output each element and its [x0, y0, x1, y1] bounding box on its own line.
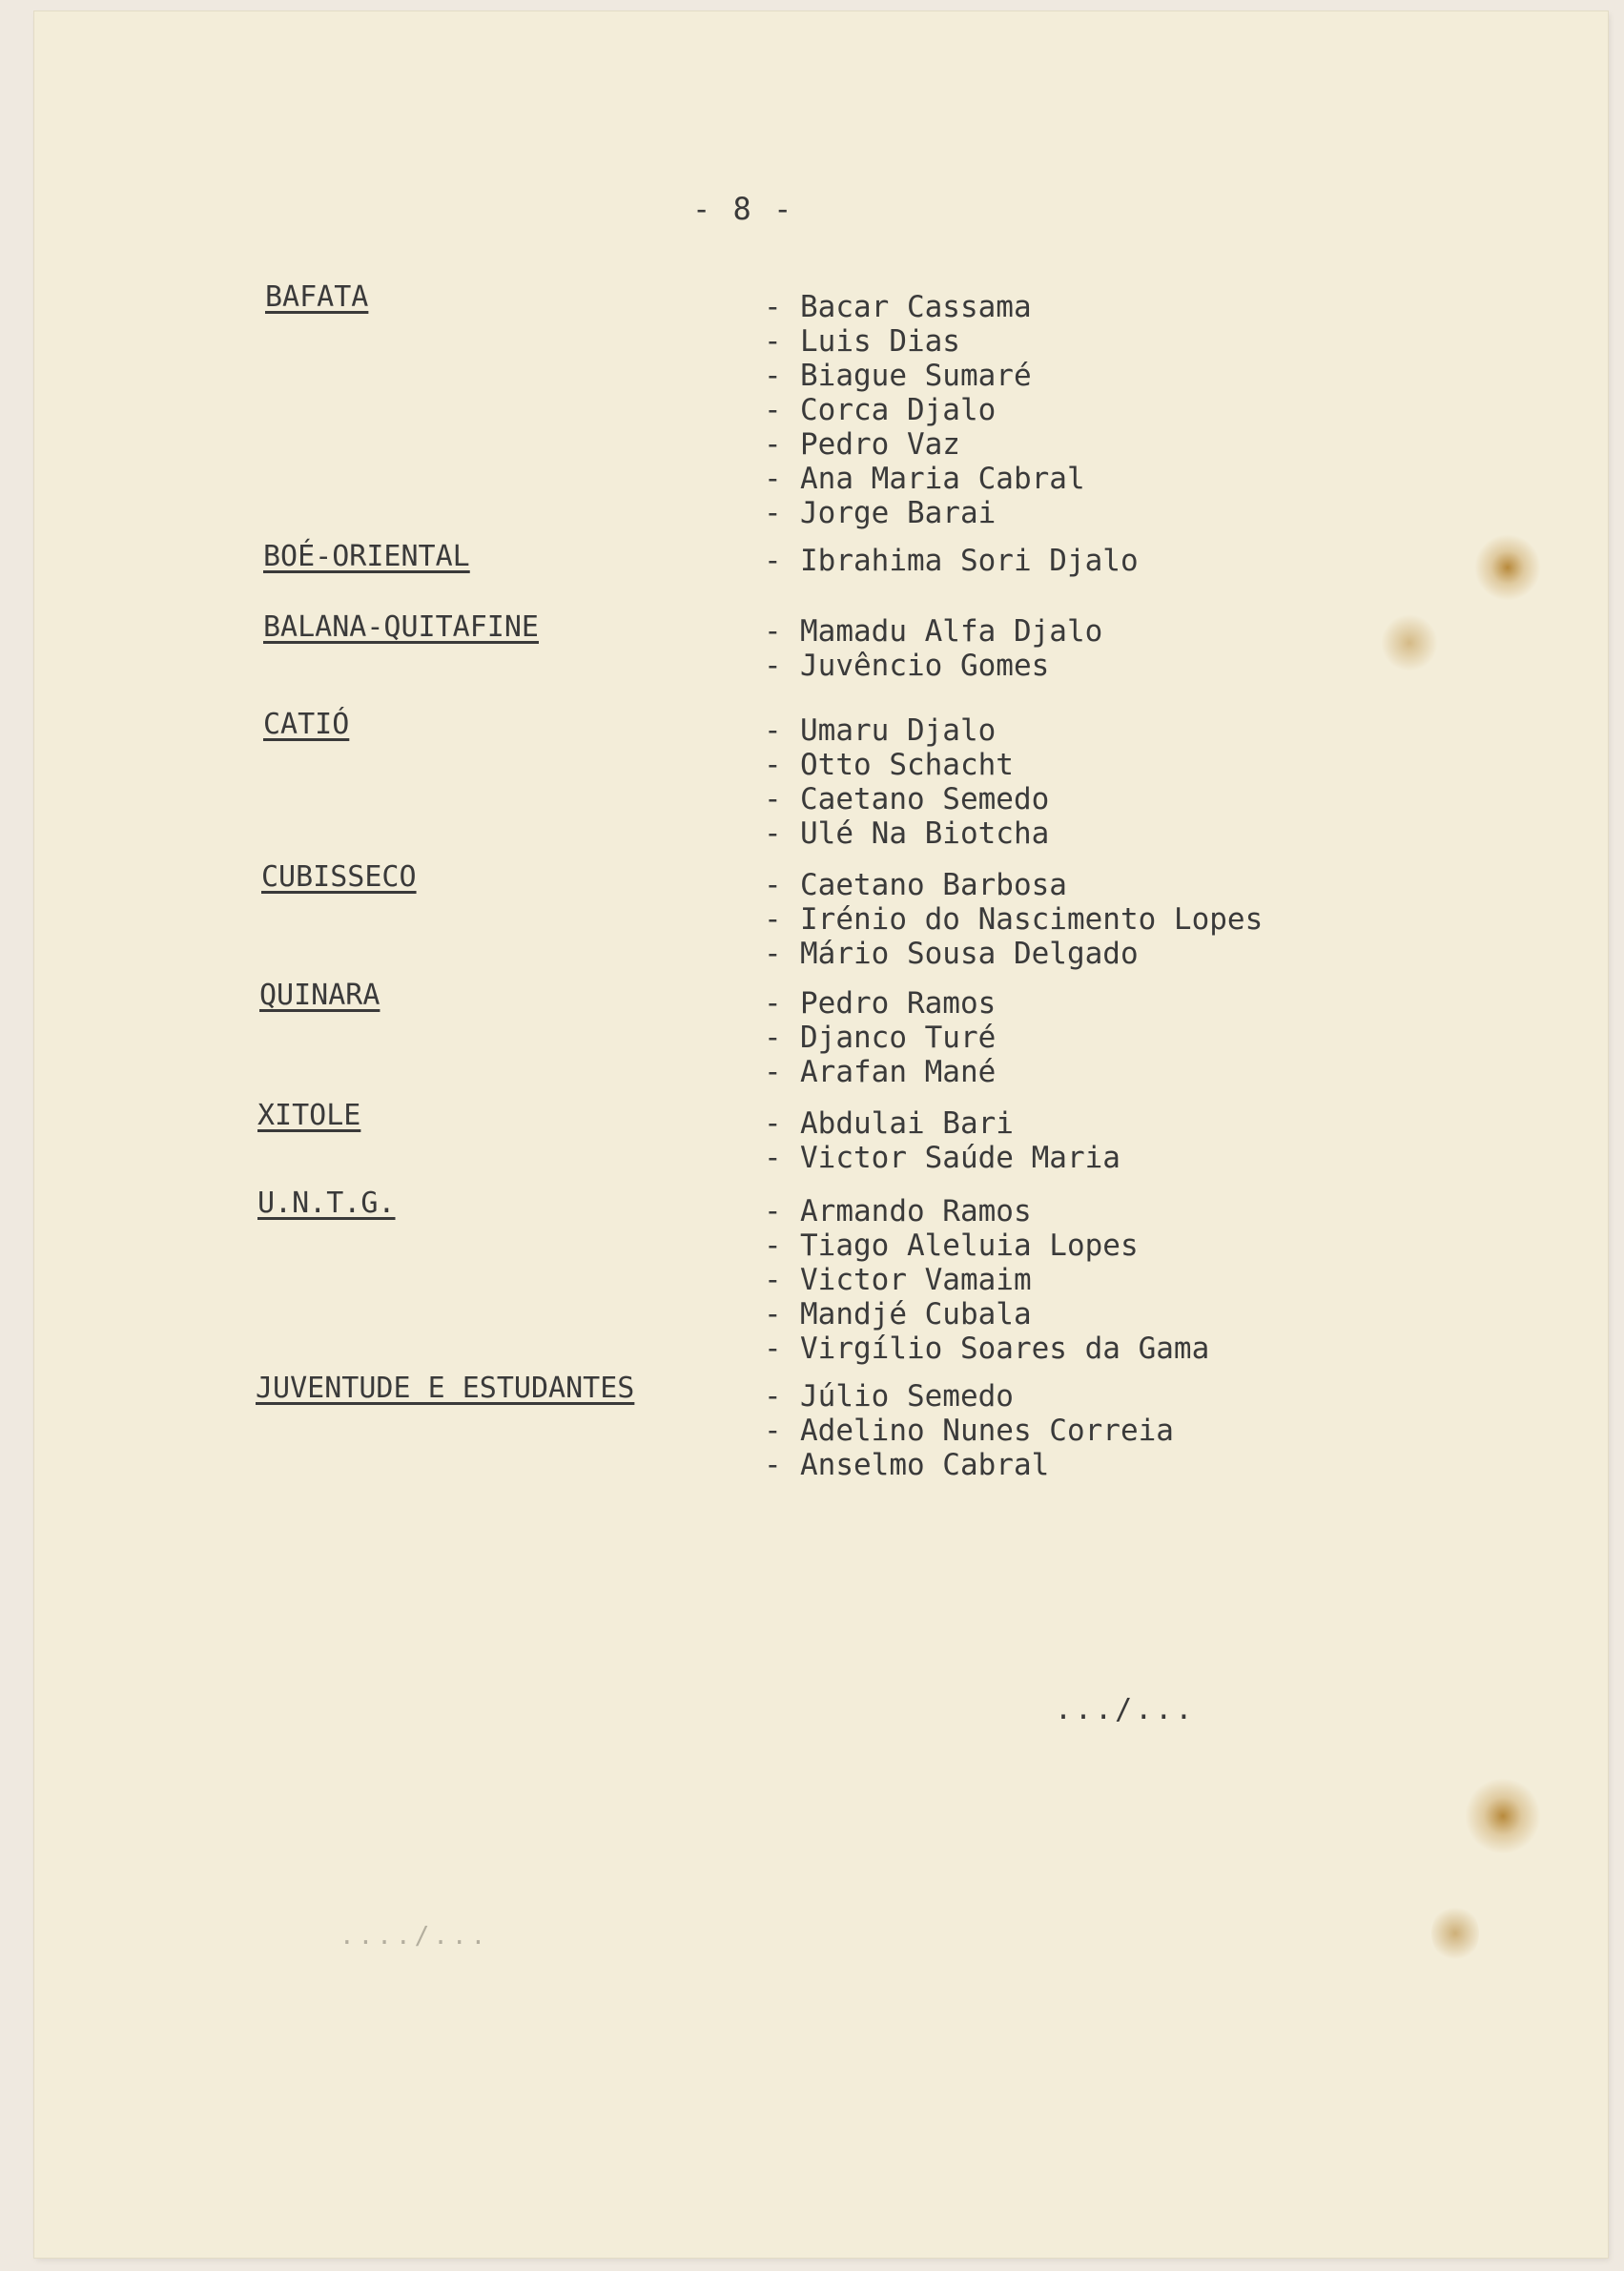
- delegate-name-text: Júlio Semedo: [800, 1379, 1014, 1414]
- delegate-name-text: Ibrahima Sori Djalo: [800, 544, 1139, 578]
- section-heading: BALANA-QUITAFINE: [263, 610, 539, 644]
- delegate-name-text: Victor Saúde Maria: [800, 1141, 1120, 1175]
- delegate-name-text: Jorge Barai: [800, 496, 997, 530]
- list-dash: -: [764, 1332, 782, 1366]
- list-dash: -: [764, 1228, 782, 1263]
- foxing-stain: [1381, 614, 1438, 671]
- delegate-name: [764, 1448, 1049, 1482]
- list-dash: -: [764, 1263, 782, 1297]
- list-dash: -: [764, 816, 782, 851]
- delegate-name: [764, 1055, 996, 1089]
- delegate-name: [764, 868, 1067, 902]
- delegate-name: [764, 324, 960, 359]
- delegate-name: [764, 1141, 1120, 1175]
- list-dash: -: [764, 1448, 782, 1482]
- list-dash: -: [764, 902, 782, 937]
- list-dash: -: [764, 359, 782, 393]
- delegate-name: [764, 290, 1032, 324]
- list-dash: -: [764, 496, 782, 530]
- delegate-name: [764, 748, 1014, 782]
- list-dash: -: [764, 986, 782, 1021]
- list-dash: -: [764, 1021, 782, 1055]
- delegate-name: [764, 713, 996, 748]
- delegate-name: [764, 427, 960, 462]
- delegate-name-text: Adelino Nunes Correia: [800, 1414, 1174, 1448]
- section-heading: CATIÓ: [263, 708, 350, 741]
- delegate-name-text: Luis Dias: [800, 324, 960, 359]
- delegate-name: [764, 782, 1049, 816]
- section-heading: U.N.T.G.: [257, 1187, 396, 1220]
- delegate-name-text: Tiago Aleluia Lopes: [800, 1228, 1139, 1263]
- foxing-stain: [1465, 1778, 1541, 1854]
- list-dash: -: [764, 782, 782, 816]
- delegate-name: [764, 462, 1085, 496]
- delegate-name: [764, 1263, 1032, 1297]
- delegate-name: [764, 1228, 1139, 1263]
- list-dash: -: [764, 462, 782, 496]
- section-heading: QUINARA: [259, 979, 380, 1012]
- list-dash: -: [764, 324, 782, 359]
- delegate-name: [764, 1379, 1014, 1414]
- list-dash: -: [764, 1379, 782, 1414]
- delegate-name: [764, 1106, 1014, 1141]
- delegate-name-text: Biague Sumaré: [800, 359, 1032, 393]
- delegate-name-text: Irénio do Nascimento Lopes: [800, 902, 1264, 937]
- section-heading: BOÉ-ORIENTAL: [263, 540, 470, 573]
- delegate-name-text: Anselmo Cabral: [800, 1448, 1050, 1482]
- list-dash: -: [764, 1055, 782, 1089]
- list-dash: -: [764, 427, 782, 462]
- delegate-name-text: Djanco Turé: [800, 1021, 997, 1055]
- foxing-stain: [1474, 534, 1541, 601]
- delegate-name-text: Otto Schacht: [800, 748, 1014, 782]
- page-number: - 8 -: [692, 191, 794, 227]
- section-heading: CUBISSECO: [261, 860, 417, 894]
- list-dash: -: [764, 1141, 782, 1175]
- delegate-name: [764, 1297, 1032, 1332]
- delegate-name-text: Ana Maria Cabral: [800, 462, 1085, 496]
- delegate-name-text: Virgílio Soares da Gama: [800, 1332, 1210, 1366]
- delegate-name-text: Juvêncio Gomes: [800, 649, 1050, 683]
- delegate-name: [764, 1414, 1174, 1448]
- delegate-name: [764, 649, 1049, 683]
- list-dash: -: [764, 393, 782, 427]
- delegate-name-text: Corca Djalo: [800, 393, 997, 427]
- continuation-mark-faint: ..../...: [339, 1922, 490, 1951]
- list-dash: -: [764, 713, 782, 748]
- section-heading: JUVENTUDE E ESTUDANTES: [256, 1372, 635, 1405]
- delegate-name: [764, 902, 1263, 937]
- list-dash: -: [764, 937, 782, 971]
- delegate-name-text: Victor Vamaim: [800, 1263, 1032, 1297]
- delegate-name: [764, 1194, 1032, 1228]
- delegate-name-text: Pedro Vaz: [800, 427, 960, 462]
- list-dash: -: [764, 544, 782, 578]
- delegate-name-text: Arafan Mané: [800, 1055, 997, 1089]
- delegate-name: [764, 544, 1139, 578]
- delegate-name-text: Umaru Djalo: [800, 713, 997, 748]
- foxing-stain: [1431, 1905, 1479, 1962]
- list-dash: -: [764, 614, 782, 649]
- document-page: [34, 11, 1608, 2258]
- section-heading: XITOLE: [257, 1099, 361, 1132]
- delegate-name: [764, 986, 996, 1021]
- delegate-name-text: Ulé Na Biotcha: [800, 816, 1050, 851]
- list-dash: -: [764, 290, 782, 324]
- delegate-name-text: Abdulai Bari: [800, 1106, 1014, 1141]
- delegate-name-text: Armando Ramos: [800, 1194, 1032, 1228]
- list-dash: -: [764, 1414, 782, 1448]
- delegate-name: [764, 1021, 996, 1055]
- delegate-name: [764, 496, 996, 530]
- section-heading: BAFATA: [265, 280, 369, 314]
- delegate-name: [764, 816, 1049, 851]
- list-dash: -: [764, 1106, 782, 1141]
- delegate-name: [764, 393, 996, 427]
- continuation-mark: .../...: [1055, 1693, 1196, 1726]
- list-dash: -: [764, 649, 782, 683]
- delegate-name: [764, 937, 1139, 971]
- delegate-name-text: Mandjé Cubala: [800, 1297, 1032, 1332]
- delegate-name-text: Mário Sousa Delgado: [800, 937, 1139, 971]
- delegate-name: [764, 1332, 1209, 1366]
- delegate-name: [764, 359, 1032, 393]
- delegate-name-text: Pedro Ramos: [800, 986, 997, 1021]
- delegate-name-text: Caetano Semedo: [800, 782, 1050, 816]
- delegate-name-text: Mamadu Alfa Djalo: [800, 614, 1103, 649]
- list-dash: -: [764, 1297, 782, 1332]
- list-dash: -: [764, 748, 782, 782]
- delegate-name: [764, 614, 1102, 649]
- delegate-name-text: Bacar Cassama: [800, 290, 1032, 324]
- list-dash: -: [764, 1194, 782, 1228]
- delegate-name-text: Caetano Barbosa: [800, 868, 1067, 902]
- list-dash: -: [764, 868, 782, 902]
